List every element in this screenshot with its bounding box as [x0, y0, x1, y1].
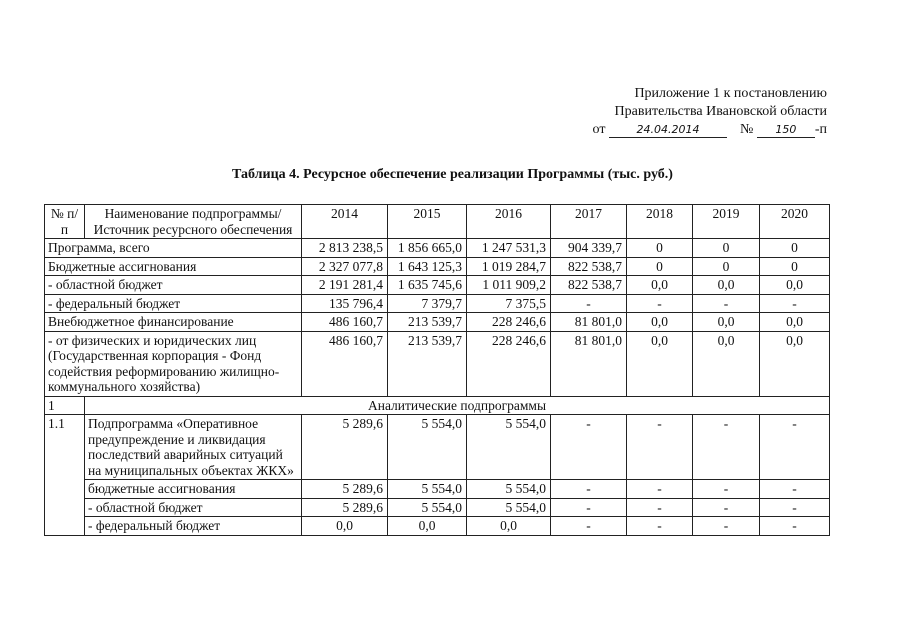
value-cell: 2 813 238,5 [302, 239, 388, 258]
value-cell: 0 [693, 239, 760, 258]
value-cell: 1 019 284,7 [467, 257, 551, 276]
value-cell: 0,0 [302, 517, 388, 536]
table-title: Таблица 4. Ресурсное обеспечение реализации Программы (тыс. руб.) [232, 167, 673, 182]
value-cell: - [627, 294, 693, 313]
value-cell: 0 [627, 239, 693, 258]
header-row [45, 205, 830, 239]
value-cell: 5 289,6 [302, 415, 388, 480]
header-year: 2016 [467, 205, 551, 239]
value-cell: 822 538,7 [551, 276, 627, 295]
value-cell: 1 011 909,2 [467, 276, 551, 295]
table-row [45, 239, 830, 258]
table-row [45, 331, 830, 396]
appendix-line-1: Приложение 1 к постановлению [634, 86, 827, 101]
value-cell: - [760, 517, 830, 536]
table-row [45, 517, 830, 536]
value-cell: 0,0 [760, 313, 830, 332]
value-cell: 81 801,0 [551, 313, 627, 332]
section-row [45, 396, 830, 415]
subprogram-row [45, 415, 830, 480]
value-cell: 486 160,7 [302, 313, 388, 332]
from-label: от [592, 122, 606, 137]
value-cell: 228 246,6 [467, 313, 551, 332]
value-cell: - [551, 415, 627, 480]
value-cell: 5 554,0 [467, 498, 551, 517]
value-cell: 0 [627, 257, 693, 276]
value-cell: 1 856 665,0 [388, 239, 467, 258]
value-cell: - [551, 517, 627, 536]
section-num: 1 [45, 396, 85, 415]
value-cell: - [693, 517, 760, 536]
value-cell: - [693, 498, 760, 517]
appendix-line-3 [593, 121, 827, 139]
table-row [45, 498, 830, 517]
value-cell: 5 289,6 [302, 480, 388, 499]
value-cell: 0,0 [760, 331, 830, 396]
value-cell: 486 160,7 [302, 331, 388, 396]
value-cell: 0,0 [627, 276, 693, 295]
value-cell: - [693, 294, 760, 313]
value-cell: 81 801,0 [551, 331, 627, 396]
value-cell: 822 538,7 [551, 257, 627, 276]
header-year: 2017 [551, 205, 627, 239]
value-cell: 7 379,7 [388, 294, 467, 313]
row-name: - областной бюджет [85, 498, 302, 517]
section-label: Аналитические подпрограммы [85, 396, 830, 415]
resource-table [44, 204, 830, 536]
value-cell: 0,0 [693, 276, 760, 295]
value-cell: - [760, 498, 830, 517]
value-cell: 0,0 [693, 313, 760, 332]
table-row [45, 480, 830, 499]
number-suffix: -п [814, 122, 827, 137]
table-row [45, 313, 830, 332]
value-cell: - [693, 415, 760, 480]
value-cell: - [627, 480, 693, 499]
value-cell: - [551, 498, 627, 517]
row-name: Программа, всего [45, 239, 302, 258]
header-year: 2019 [693, 205, 760, 239]
value-cell: - [551, 294, 627, 313]
table-row [45, 257, 830, 276]
handwritten-number: 150 [757, 123, 815, 138]
table-row [45, 294, 830, 313]
header-year: 2020 [760, 205, 830, 239]
value-cell: - [627, 415, 693, 480]
value-cell: 5 554,0 [467, 415, 551, 480]
header-year: 2015 [388, 205, 467, 239]
value-cell: 0 [693, 257, 760, 276]
row-name: - от физических и юридических лиц (Государственная корпорация - Фонд содействия реформированию жилищно-коммунального хозяйства) [45, 331, 302, 396]
value-cell: 213 539,7 [388, 313, 467, 332]
value-cell: 5 554,0 [388, 415, 467, 480]
subprogram-num: 1.1 [45, 415, 85, 536]
value-cell: 0,0 [627, 331, 693, 396]
value-cell: 7 375,5 [467, 294, 551, 313]
appendix-line-2: Правительства Ивановской области [614, 104, 827, 119]
row-name: - федеральный бюджет [85, 517, 302, 536]
header-year: 2018 [627, 205, 693, 239]
header-num: № п/п [45, 205, 85, 239]
value-cell: - [760, 415, 830, 480]
value-cell: 5 289,6 [302, 498, 388, 517]
value-cell: 1 247 531,3 [467, 239, 551, 258]
header-name: Наименование подпрограммы/ Источник ресурсного обеспечения [85, 205, 302, 239]
value-cell: 1 643 125,3 [388, 257, 467, 276]
value-cell: 135 796,4 [302, 294, 388, 313]
value-cell: 2 191 281,4 [302, 276, 388, 295]
row-name: бюджетные ассигнования [85, 480, 302, 499]
value-cell: 213 539,7 [388, 331, 467, 396]
value-cell: 0,0 [760, 276, 830, 295]
handwritten-date: 24.04.2014 [609, 123, 727, 138]
subprogram-name: Подпрограмма «Оперативное предупреждение и ликвидация последствий аварийных ситуаций на муниципальных объектах ЖКХ» [85, 415, 302, 480]
row-name: - федеральный бюджет [45, 294, 302, 313]
value-cell: 0 [760, 239, 830, 258]
value-cell: - [551, 480, 627, 499]
value-cell: 0,0 [388, 517, 467, 536]
number-label: № [739, 122, 754, 137]
value-cell: - [627, 498, 693, 517]
value-cell: 228 246,6 [467, 331, 551, 396]
value-cell: - [693, 480, 760, 499]
header-year: 2014 [302, 205, 388, 239]
appendix-block [593, 85, 827, 139]
table-row [45, 276, 830, 295]
row-name: - областной бюджет [45, 276, 302, 295]
value-cell: 0 [760, 257, 830, 276]
row-name: Бюджетные ассигнования [45, 257, 302, 276]
value-cell: 0,0 [693, 331, 760, 396]
value-cell: - [760, 294, 830, 313]
value-cell: 5 554,0 [467, 480, 551, 499]
row-name: Внебюджетное финансирование [45, 313, 302, 332]
value-cell: - [760, 480, 830, 499]
value-cell: 0,0 [467, 517, 551, 536]
value-cell: 1 635 745,6 [388, 276, 467, 295]
value-cell: 2 327 077,8 [302, 257, 388, 276]
value-cell: 0,0 [627, 313, 693, 332]
value-cell: 5 554,0 [388, 480, 467, 499]
value-cell: - [627, 517, 693, 536]
value-cell: 5 554,0 [388, 498, 467, 517]
value-cell: 904 339,7 [551, 239, 627, 258]
